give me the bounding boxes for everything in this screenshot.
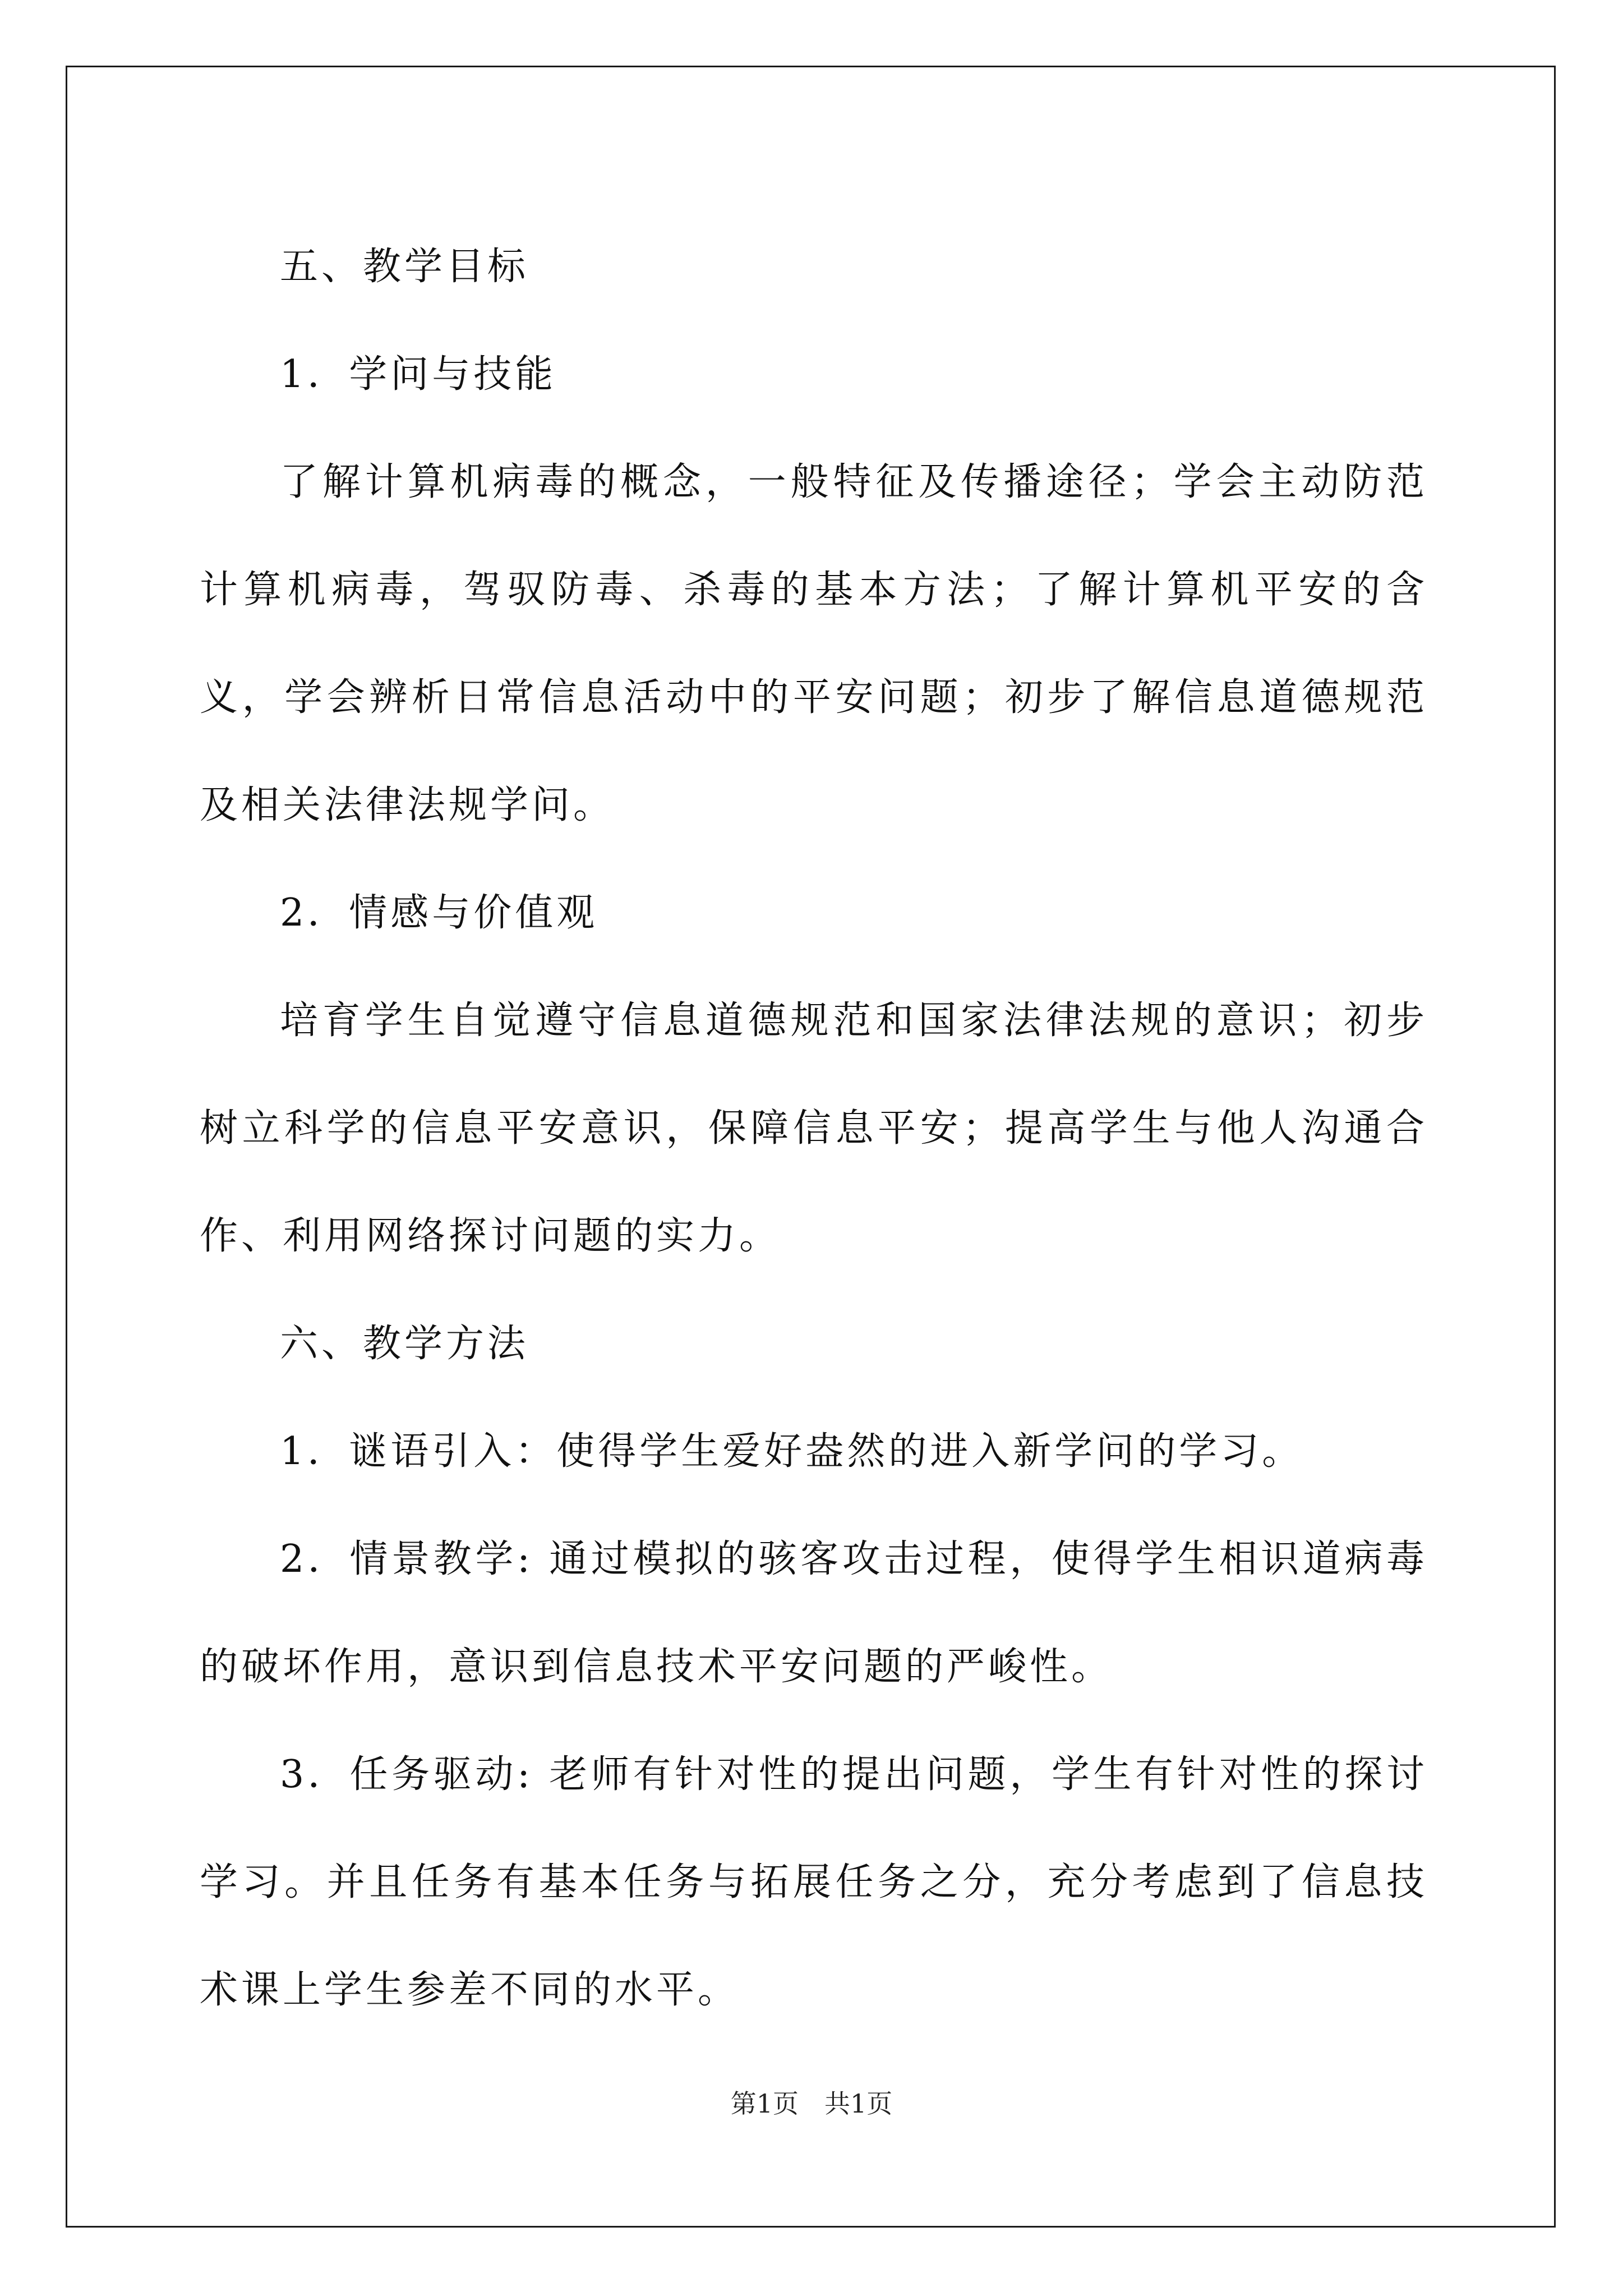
page-number-footer: 第1页 共1页: [730, 2088, 893, 2119]
subheading-knowledge-skills: 1．学问与技能: [280, 352, 557, 397]
subheading-emotion-values: 2．情感与价值观: [280, 891, 598, 935]
method-item-riddle-intro: 1．谜语引入：使得学生爱好盎然的进入新学问的学习。: [280, 1429, 1304, 1474]
paragraph-emotion-values: 培育学生自觉遵守信息道德规范和国家法律法规的意识；初步树立科学的信息平安意识，保障信息平安；提高学生与他人沟通合作、利用网络探讨问题的实力。: [200, 999, 1428, 1258]
method-item-task-driven: 3．任务驱动: 老师有针对性的提出问题，学生有针对性的探讨学习。并且任务有基本任务与拓展任务之分，充分考虑到了信息技术课上学生参差不同的水平。: [200, 1752, 1428, 2012]
paragraph-knowledge-skills: 了解计算机病毒的概念，一般特征及传播途径；学会主动防范计算机病毒，驾驭防毒、杀毒的基本方法；了解计算机平安的含义，学会辨析日常信息活动中的平安问题；初步了解信息道德规范及相关法律法规学问。: [200, 460, 1428, 827]
method-item-scenario-teaching: 2．情景教学: 通过模拟的骇客攻击过程，使得学生相识道病毒的破坏作用，意识到信息技术平安问题的严峻性。: [200, 1537, 1428, 1689]
section-heading-teaching-methods: 六、教学方法: [280, 1322, 529, 1366]
section-heading-teaching-goals: 五、教学目标: [280, 245, 529, 289]
document-body: [200, 213, 1428, 2044]
